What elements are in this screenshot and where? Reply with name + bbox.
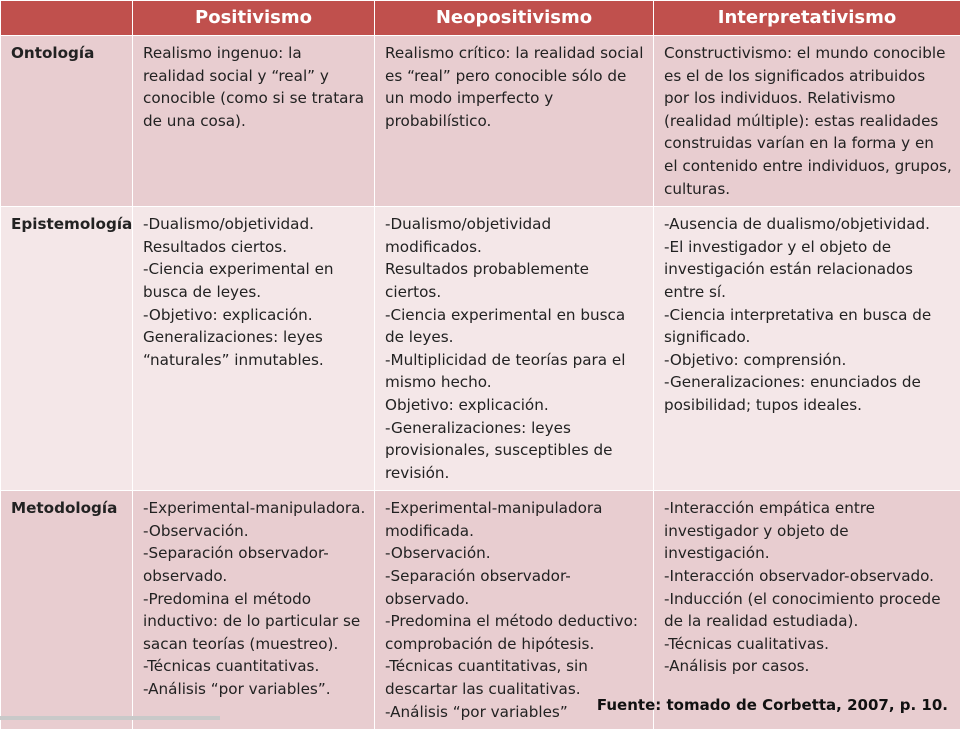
cell-epistemologia-neopositivismo	[375, 207, 654, 491]
cell-metodologia-interpretativismo	[654, 491, 960, 730]
cell-text: -Multiplicidad de teorías para el mismo hecho.	[385, 349, 645, 394]
header-corner	[1, 1, 133, 36]
cell-text: -Ausencia de dualismo/objetividad.	[664, 213, 952, 236]
cell-text: Realismo ingenuo: la realidad social y “real” y conocible (como si se tratara de una cosa).	[143, 42, 366, 132]
bottom-divider	[0, 716, 220, 720]
cell-text: -Inducción (el conocimiento procede de la realidad estudiada).	[664, 588, 952, 633]
row-ontologia	[1, 36, 960, 207]
cell-text: -Predomina el método inductivo: de lo particular se sacan teorías (muestreo).	[143, 588, 366, 656]
header-interpretativismo: Interpretativismo	[654, 1, 960, 36]
cell-text: -Análisis “por variables”.	[143, 678, 366, 701]
cell-text: -Técnicas cuantitativas.	[143, 655, 366, 678]
cell-text: -Separación observador-observado.	[143, 542, 366, 587]
cell-text: -Objetivo: explicación.	[143, 304, 366, 327]
cell-metodologia-neopositivismo	[375, 491, 654, 730]
cell-text: -Ciencia experimental en busca de leyes.	[385, 304, 645, 349]
cell-epistemologia-interpretativismo	[654, 207, 960, 491]
cell-text: -Dualismo/objetividad.	[143, 213, 366, 236]
cell-text: -Experimental-manipuladora.	[143, 497, 366, 520]
cell-text: Resultados ciertos.	[143, 236, 366, 259]
cell-text: -El investigador y el objeto de investigación están relacionados entre sí.	[664, 236, 952, 304]
cell-text: -Generalizaciones: leyes provisionales, susceptibles de revisión.	[385, 417, 645, 485]
row-metodologia	[1, 491, 960, 730]
cell-text: -Ciencia experimental en busca de leyes.	[143, 258, 366, 303]
cell-text: Generalizaciones: leyes “naturales” inmutables.	[143, 326, 366, 371]
cell-ontologia-positivismo	[133, 36, 375, 207]
cell-ontologia-interpretativismo	[654, 36, 960, 207]
source-caption: Fuente: tomado de Corbetta, 2007, p. 10.	[597, 696, 948, 714]
header-positivismo: Positivismo	[133, 1, 375, 36]
header-row	[1, 1, 960, 36]
cell-text: -Separación observador-observado.	[385, 565, 645, 610]
cell-text: -Generalizaciones: enunciados de posibilidad; tupos ideales.	[664, 371, 952, 416]
cell-text: -Observación.	[143, 520, 366, 543]
row-label-ontologia: Ontología	[1, 36, 133, 207]
cell-text: -Interacción observador-observado.	[664, 565, 952, 588]
cell-text: Realismo crítico: la realidad social es “real” pero conocible sólo de un modo imperfecto y probabilístico.	[385, 42, 645, 132]
row-label-epistemologia: Epistemología	[1, 207, 133, 491]
row-label-metodologia: Metodología	[1, 491, 133, 730]
cell-text: Objetivo: explicación.	[385, 394, 645, 417]
cell-text: -Interacción empática entre investigador y objeto de investigación.	[664, 497, 952, 565]
cell-text: -Análisis “por variables”	[385, 701, 645, 724]
cell-epistemologia-positivismo	[133, 207, 375, 491]
cell-text: -Experimental-manipuladora modificada.	[385, 497, 645, 542]
cell-metodologia-positivismo	[133, 491, 375, 730]
cell-text: -Análisis por casos.	[664, 655, 952, 678]
cell-ontologia-neopositivismo	[375, 36, 654, 207]
cell-text: -Predomina el método deductivo: comprobación de hipótesis.	[385, 610, 645, 655]
header-neopositivismo: Neopositivismo	[375, 1, 654, 36]
cell-text: -Técnicas cuantitativas, sin descartar las cualitativas.	[385, 655, 645, 700]
cell-text: -Técnicas cualitativas.	[664, 633, 952, 656]
cell-text: -Objetivo: comprensión.	[664, 349, 952, 372]
cell-text: Resultados probablemente ciertos.	[385, 258, 645, 303]
cell-text: -Dualismo/objetividad modificados.	[385, 213, 645, 258]
cell-text: -Observación.	[385, 542, 645, 565]
row-epistemologia	[1, 207, 960, 491]
cell-text: -Ciencia interpretativa en busca de significado.	[664, 304, 952, 349]
cell-text: Constructivismo: el mundo conocible es el de los significados atribuidos por los individuos. Relativismo (realidad múltiple): estas realidades construidas varían en la forma y en el contenido entre individuos, grupos, culturas.	[664, 42, 952, 200]
